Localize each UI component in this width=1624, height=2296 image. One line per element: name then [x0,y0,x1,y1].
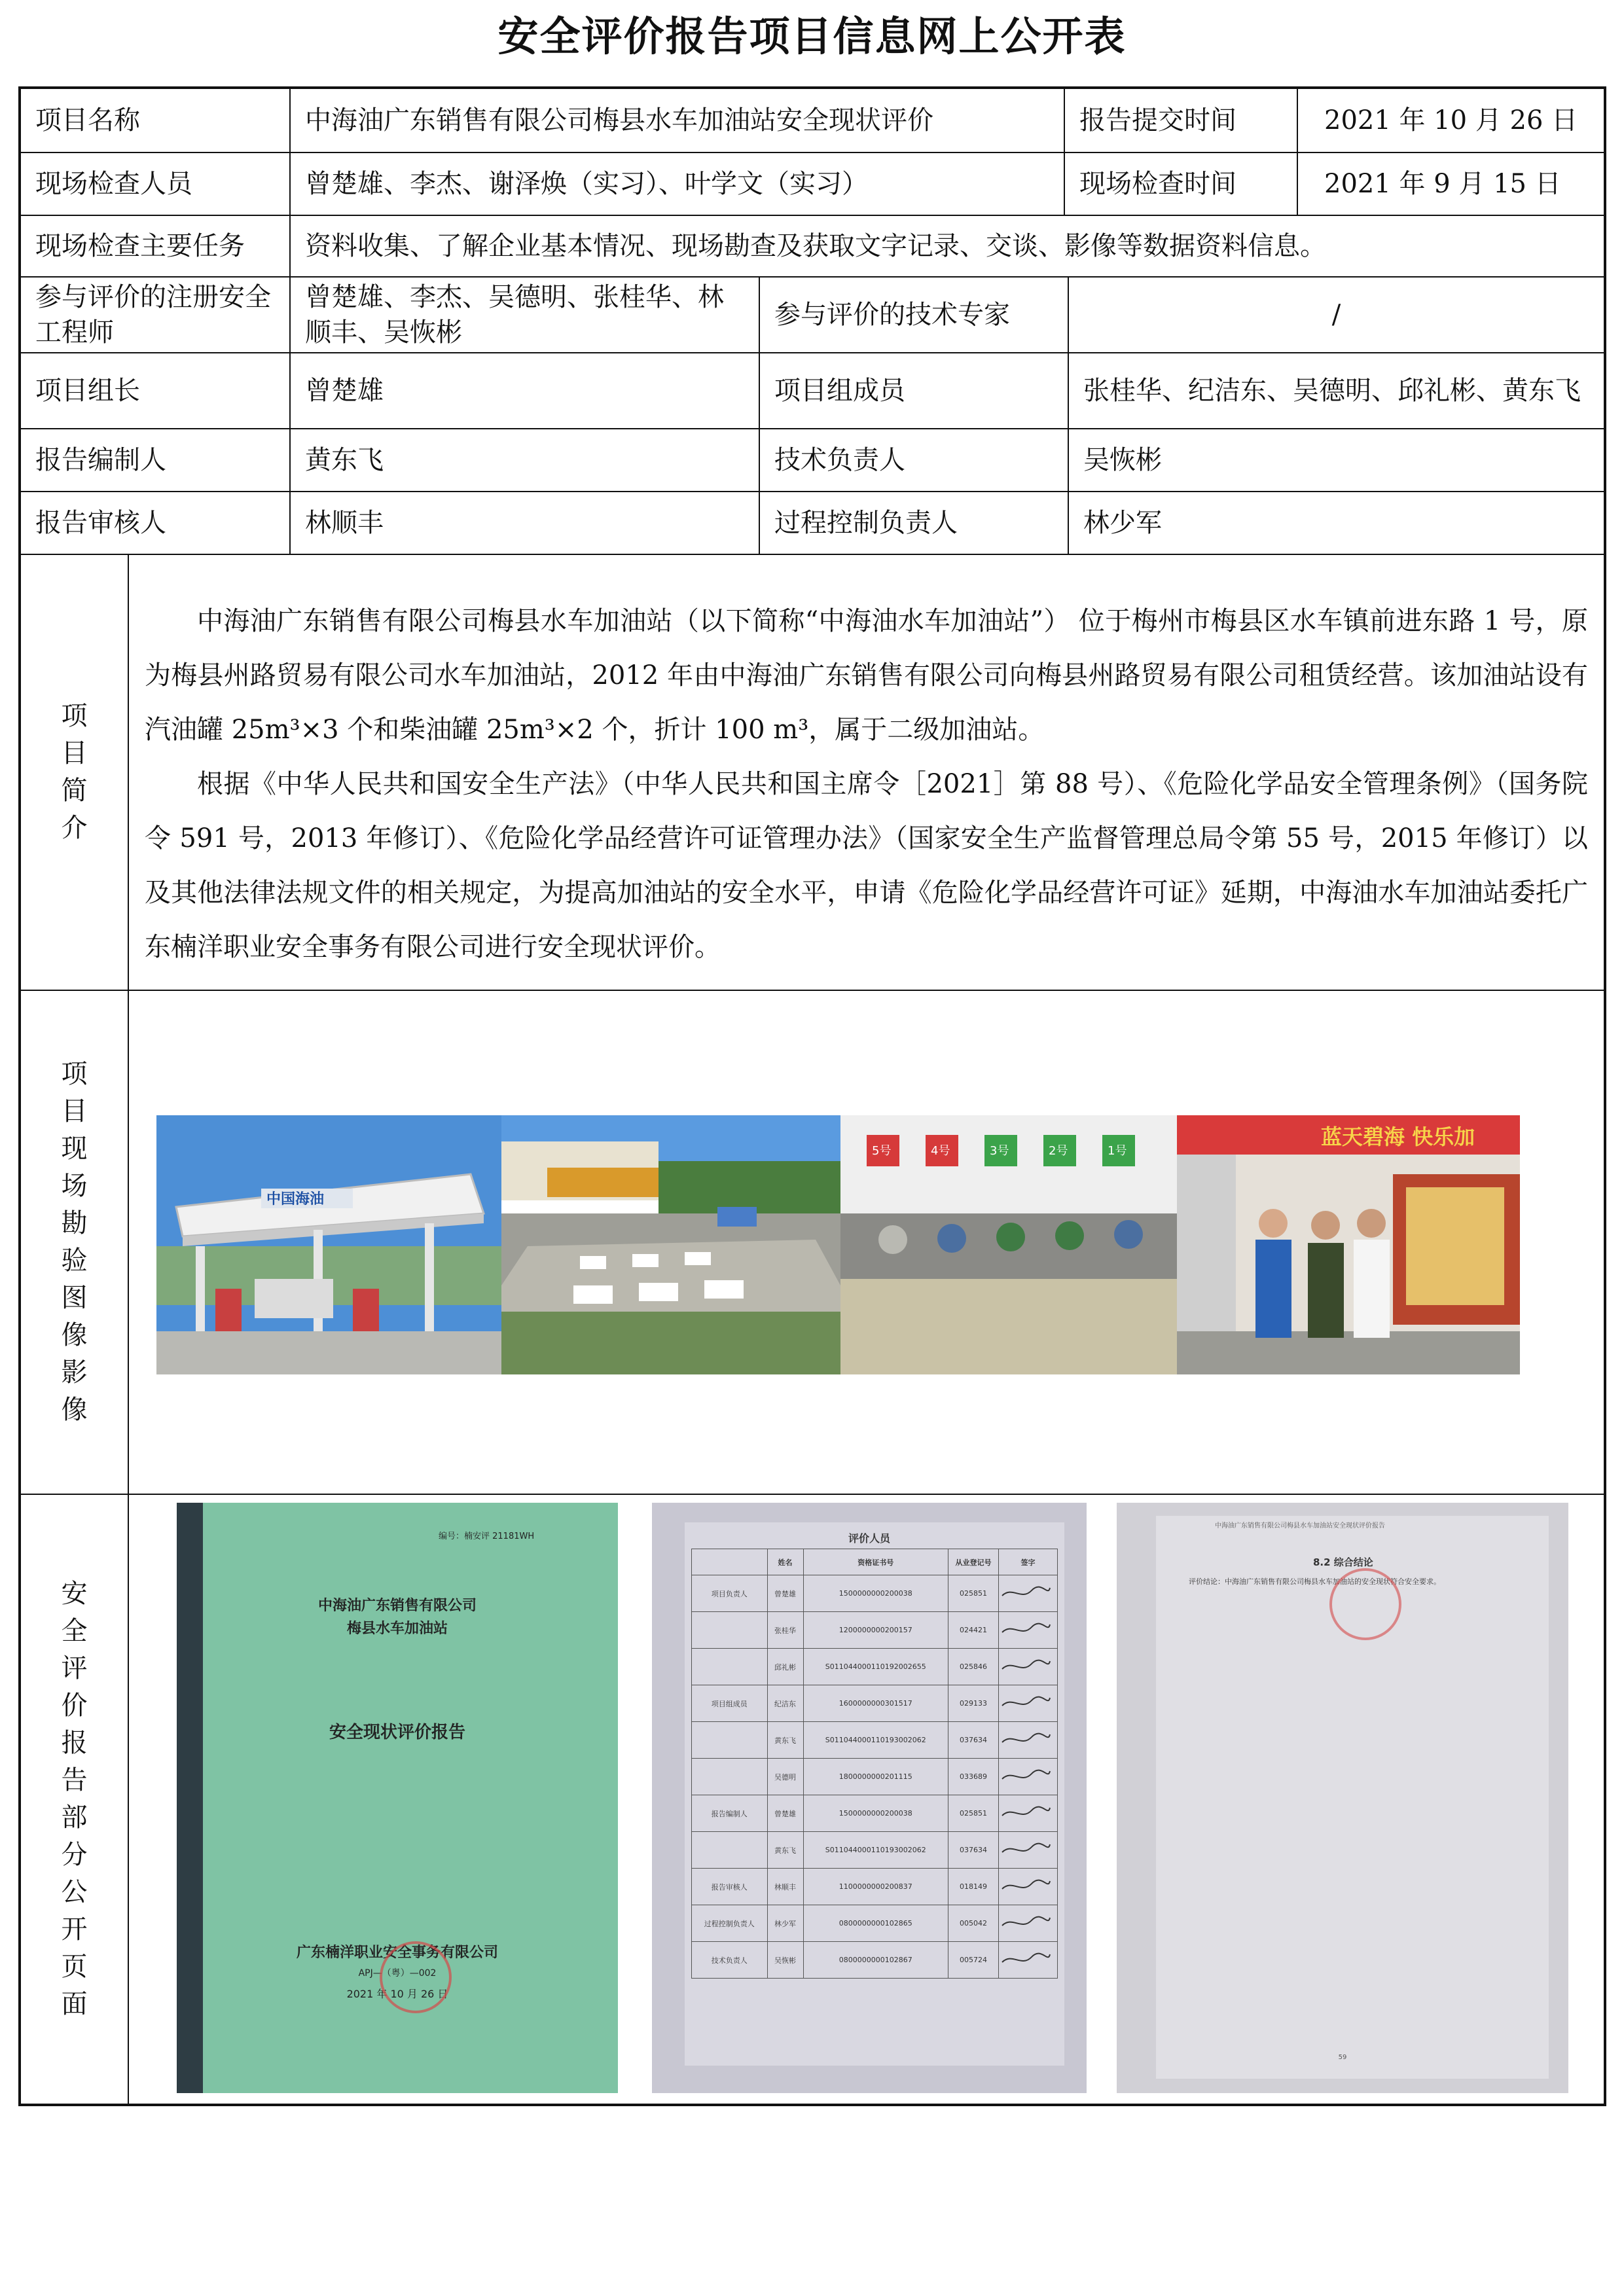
signature-row [692,1795,1058,1832]
signature-row [692,1869,1058,1905]
signature-mark [999,1722,1058,1759]
signature-mark [999,1942,1058,1979]
photo-conclusion-page: 中海油广东销售有限公司梅县水车加油站安全现状评价报告 8.2 综合结论 评价结论：中海油广东销售有限公司梅县水车加油站的安全现状符合安全要求。 59 [1117,1503,1568,2093]
info-table [18,86,1606,2106]
row-project-name [21,89,1604,153]
intro-paragraph-1: 中海油广东销售有限公司梅县水车加油站（以下简称“中海油水车加油站”） 位于梅州市梅县区水车镇前进东路 1 号，原为梅县州路贸易有限公司水车加油站，2012 年由中海油广东销售有限公司向梅县州路贸易有限公司租赁经营。该加油站设有汽油罐 25m³×3 个和柴油罐 25m³×2 个，折计 100 m³，属于二级加油站。 [145,606,1588,745]
row-inspectors [21,153,1604,216]
signature-row [692,1575,1058,1612]
signature-cell: 曾楚雄 [767,1575,803,1612]
signature-cell: 林顺丰 [767,1869,803,1905]
svg-text:2号: 2号 [1049,1144,1068,1158]
label-inspectors: 现场检查人员 [21,153,291,215]
label-site-photos: 项目现场勘验图像影像 [21,991,129,1494]
signature-cell: 1500000000200038 [803,1575,948,1612]
value-inspect-time: 2021 年 9 月 15 日 [1324,169,1561,199]
project-intro-text [129,555,1604,990]
signature-cell [692,1759,768,1795]
signature-cell: 项目组成员 [692,1685,768,1722]
signature-cell: 037634 [948,1832,998,1869]
label-tasks: 现场检查主要任务 [21,216,291,276]
row-site-photos [21,991,1604,1495]
photo-report-cover: 编号：楠安评 21181WH 中海油广东销售有限公司 梅县水车加油站 安全现状评价报告 广东楠洋职业安全事务有限公司 APJ—（粤）—002 2021 年 10 月 26 日 [177,1503,618,2093]
label-reviewer: 报告审核人 [21,492,291,554]
label-members: 项目组成员 [760,353,1069,428]
signature-cell [692,1649,768,1685]
signature-row [692,1722,1058,1759]
value-submit-time: 2021 年 10 月 26 日 [1324,105,1578,135]
signature-cell [692,1832,768,1869]
signature-mark [999,1649,1058,1685]
label-leader: 项目组长 [21,353,291,428]
label-experts: 参与评价的技术专家 [760,278,1069,352]
signature-cell: 邱礼彬 [767,1649,803,1685]
value-tech-lead: 吴恢彬 [1083,445,1162,475]
signature-cell: 005724 [948,1942,998,1979]
signature-cell: 024421 [948,1612,998,1649]
row-reviewer [21,492,1604,555]
photo-station-canopy [156,1115,501,1374]
store-banner-text: 蓝天碧海 快乐加 [1321,1124,1475,1149]
signature-cell: 黄东飞 [767,1722,803,1759]
row-tasks [21,216,1604,278]
photo-tank-inlets [840,1115,1177,1374]
value-inspectors: 曾楚雄、李杰、谢泽焕（实习）、叶学文（实习） [291,153,1065,215]
signature-cell: 林少军 [767,1905,803,1942]
signature-cell: 025851 [948,1575,998,1612]
signature-cell: 1100000000200837 [803,1869,948,1905]
signature-row [692,1942,1058,1979]
svg-text:3号: 3号 [990,1144,1009,1158]
row-leader [21,353,1604,429]
signature-cell: 025846 [948,1649,998,1685]
signature-mark [999,1795,1058,1832]
signature-mark [999,1685,1058,1722]
signature-cell: 1800000000201115 [803,1759,948,1795]
signature-cell [692,1612,768,1649]
signature-cell: 029133 [948,1685,998,1722]
signature-cell: S011044000110193002062 [803,1832,948,1869]
label-process-control: 过程控制负责人 [760,492,1069,554]
row-compiler [21,429,1604,492]
label-project-name: 项目名称 [21,89,291,152]
signature-cell: 037634 [948,1722,998,1759]
svg-text:5号: 5号 [872,1144,892,1158]
signature-cell: 张桂华 [767,1612,803,1649]
conclusion-seal [1329,1568,1401,1640]
signature-mark [999,1759,1058,1795]
signature-cell: 吴德明 [767,1759,803,1795]
label-inspect-time: 现场检查时间 [1065,153,1298,215]
signature-mark [999,1869,1058,1905]
intro-paragraph-2: 根据《中华人民共和国安全生产法》（中华人民共和国主席令［2021］第 88 号）、《危险化学品安全管理条例》（国务院令 591 号，2013 年修订）、《危险化学品经营许可证管理办法》（国家安全生产监督管理总局令第 55 号，2015 年修订）以及其他法律法规文件的相关规定，为提高加油站的安全水平，申请《危险化学品经营许可证》延期，中海油水车加油站委托广东楠洋职业安全事务有限公司进行安全现状评价。 [145,769,1588,962]
signature-cell: 报告编制人 [692,1795,768,1832]
signature-cell: 项目负责人 [692,1575,768,1612]
label-project-intro: 项目简介 [21,555,129,990]
signature-cell: 1500000000200038 [803,1795,948,1832]
photo-signature-page: 评价人员 姓名 资格证书号 从业登记号 签字 项目负责人 曾楚雄 1500000000200038 025851 张桂华 1200000000200157 024421 邱礼彬 S011044000110192002655 025846 项目组成员 纪洁东 1600000000301517 029133 黄东飞 S011044000110193002062 037634 吴德明 1800000000201115 033689 报告编制人 曾楚雄 1500000000200038 025851 黄东飞 S011044000110193002062 037634 报告审核人 林顺丰 1100000000200837 018149 过程控制负责人 林少军 0800000000102865 005042 技术负责人 吴恢彬 0800000000102867 005724 [652,1503,1087,2093]
label-compiler: 报告编制人 [21,429,291,491]
svg-text:4号: 4号 [931,1144,950,1158]
station-sign-text: 中国海油 [266,1191,325,1208]
signature-mark [999,1612,1058,1649]
signature-row [692,1612,1058,1649]
photo-tank-area [501,1115,840,1374]
value-experts: / [1331,300,1341,330]
signature-cell: 018149 [948,1869,998,1905]
value-leader: 曾楚雄 [291,353,760,428]
signature-cell: 1200000000200157 [803,1612,948,1649]
signature-row [692,1649,1058,1685]
value-compiler: 黄东飞 [291,429,760,491]
signature-mark [999,1832,1058,1869]
signature-cell: 报告审核人 [692,1869,768,1905]
signature-row [692,1832,1058,1869]
signature-row [692,1905,1058,1942]
signature-cell: 025851 [948,1795,998,1832]
value-project-name: 中海油广东销售有限公司梅县水车加油站安全现状评价 [291,89,1065,152]
signature-cell: 0800000000102867 [803,1942,948,1979]
row-project-intro [21,555,1604,991]
signature-cell: 纪洁东 [767,1685,803,1722]
page-title: 安全评价报告项目信息网上公开表 [497,12,1127,60]
value-process-control: 林少军 [1083,508,1162,538]
company-seal [380,1941,452,2013]
signature-cell: 过程控制负责人 [692,1905,768,1942]
signature-cell: 0800000000102865 [803,1905,948,1942]
row-report-pages [21,1495,1604,2104]
signature-mark [999,1575,1058,1612]
value-engineers: 曾楚雄、李杰、吴德明、张桂华、林顺丰、吴恢彬 [291,278,760,352]
signature-cell: 1600000000301517 [803,1685,948,1722]
signature-cell: 技术负责人 [692,1942,768,1979]
signature-cell: 黄东飞 [767,1832,803,1869]
photo-staff-store [1177,1115,1520,1374]
signature-table: 姓名 资格证书号 从业登记号 签字 项目负责人 曾楚雄 1500000000200038 025851 张桂华 1200000000200157 024421 邱礼彬 S011044000110192002655 025846 项目组成员 纪洁东 1600000000301517 029133 黄东飞 S011044000110193002062 037634 吴德明 1800000000201115 033689 报告编制人 曾楚雄 1500000000200038 025851 黄东飞 S011044000110193002062 037634 报告审核人 林顺丰 1100000000200837 018149 过程控制负责人 林少军 0800000000102865 005042 技术负责人 吴恢彬 0800000000102867 005724 [691,1549,1058,1979]
signature-cell: 曾楚雄 [767,1795,803,1832]
signature-cell: 吴恢彬 [767,1942,803,1979]
value-members: 张桂华、纪洁东、吴德明、邱礼彬、黄东飞 [1083,376,1581,406]
signature-mark [999,1905,1058,1942]
label-engineers: 参与评价的注册安全工程师 [21,278,291,352]
row-engineers [21,278,1604,353]
label-submit-time: 报告提交时间 [1065,89,1298,152]
value-reviewer: 林顺丰 [291,492,760,554]
signature-cell [692,1722,768,1759]
svg-text:1号: 1号 [1108,1144,1127,1158]
signature-cell: 005042 [948,1905,998,1942]
signature-row [692,1759,1058,1795]
signature-row [692,1685,1058,1722]
signature-cell: 033689 [948,1759,998,1795]
value-tasks: 资料收集、了解企业基本情况、现场勘查及获取文字记录、交谈、影像等数据资料信息。 [305,231,1326,261]
signature-cell: S011044000110192002655 [803,1649,948,1685]
signature-cell: S011044000110193002062 [803,1722,948,1759]
label-tech-lead: 技术负责人 [760,429,1069,491]
label-report-pages: 安全评价报告部分公开页面 [21,1495,129,2104]
